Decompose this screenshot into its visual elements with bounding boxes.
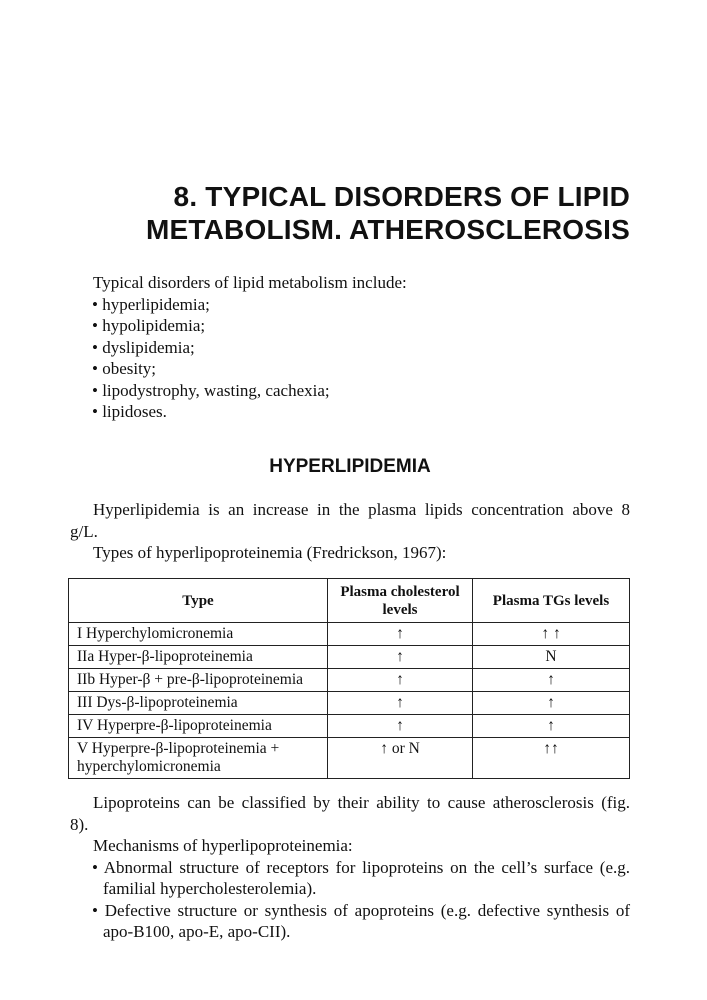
paragraph: Hyperlipidemia is an increase in the plasma lipids concentration above 8 g/L.: [70, 500, 630, 541]
intro-text: Typical disorders of lipid metabolism include:: [93, 273, 407, 292]
cell-type: III Dys-β-lipoproteinemia: [69, 692, 328, 715]
mechanisms-block: [70, 792, 630, 943]
cell-type: IIb Hyper-β + pre-β-lipoproteinemia: [69, 669, 328, 692]
list-item: • hyperlipidemia;: [92, 294, 210, 314]
intro-block: [70, 272, 630, 423]
table-row: [69, 669, 630, 692]
cell-type: IIa Hyper-β-lipoproteinemia: [69, 646, 328, 669]
list-item: • Defective structure or synthesis of apoproteins (e.g. defective synthesis of apo-B100, apo-E, apo-CII).: [92, 900, 630, 941]
section-heading: HYPERLIPIDEMIA: [269, 456, 431, 477]
cell-tgs: ↑: [473, 692, 630, 715]
list-item: • Abnormal structure of receptors for lipoproteins on the cell’s surface (e.g. familial hypercholesterolemia).: [92, 857, 630, 898]
paragraph: Lipoproteins can be classified by their ability to cause atherosclerosis (fig. 8).: [70, 793, 630, 834]
cell-tgs: N: [473, 646, 630, 669]
chapter-title: [146, 180, 630, 246]
list-item: • obesity;: [92, 359, 157, 378]
table-header-row: [69, 579, 630, 623]
cell-tgs: ↑ ↑: [473, 623, 630, 646]
title-line: METABOLISM. ATHEROSCLEROSIS: [146, 214, 630, 245]
cell-cholesterol: ↑: [328, 646, 473, 669]
cell-cholesterol: ↑: [328, 692, 473, 715]
cell-tgs: ↑↑: [473, 738, 630, 779]
cell-tgs: ↑: [473, 669, 630, 692]
cell-type: IV Hyperpre-β-lipoproteinemia: [69, 715, 328, 738]
fredrickson-table: [68, 578, 630, 779]
table-row: [69, 646, 630, 669]
table-row: [69, 623, 630, 646]
header-tgs: Plasma TGs levels: [473, 579, 630, 623]
table-row: [69, 738, 630, 779]
list-item: • dyslipidemia;: [92, 337, 195, 357]
table-row: [69, 715, 630, 738]
title-line: 8. TYPICAL DISORDERS OF LIPID: [173, 181, 630, 212]
paragraph: Mechanisms of hyperlipoproteinemia:: [93, 836, 353, 855]
cell-cholesterol: ↑: [328, 623, 473, 646]
table-row: [69, 692, 630, 715]
cell-type: I Hyperchylomicronemia: [69, 623, 328, 646]
cell-cholesterol: ↑: [328, 669, 473, 692]
cell-cholesterol: ↑: [328, 715, 473, 738]
cell-cholesterol: ↑ or N: [328, 738, 473, 779]
list-item: • lipidoses.: [92, 402, 167, 421]
header-cholesterol: Plasma cholesterol levels: [328, 579, 473, 623]
cell-type: V Hyperpre-β-lipoproteinemia + hyperchylomicronemia: [69, 738, 328, 779]
paragraph: Types of hyperlipoproteinemia (Fredrickson, 1967):: [93, 543, 447, 562]
list-item: • hypolipidemia;: [92, 316, 206, 335]
hyperlipidemia-text: [70, 499, 630, 564]
cell-tgs: ↑: [473, 715, 630, 738]
list-item: • lipodystrophy, wasting, cachexia;: [92, 380, 330, 400]
header-type: Type: [69, 579, 328, 623]
